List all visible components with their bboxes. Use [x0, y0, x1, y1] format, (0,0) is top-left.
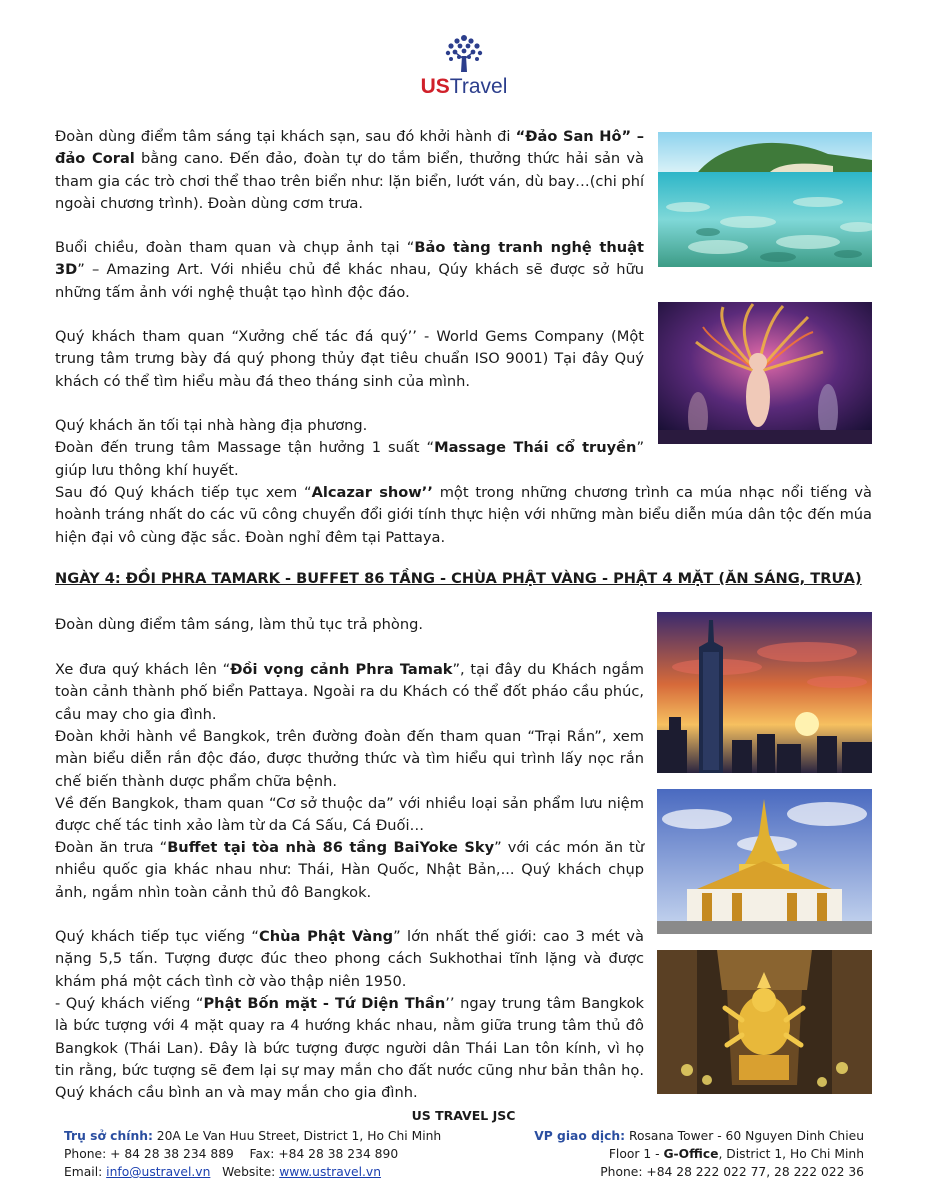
text: ”, tại đây du Khách ngắm toàn cảnh thành phố biển Pattaya. Ngoài ra du Khách có thể đốt pháo cầu phúc, cầu may cho gia đình. [55, 661, 644, 723]
office-address-line [534, 1127, 864, 1145]
paragraph-coral-island [55, 126, 644, 215]
text: Quý khách ăn tối tại nhà hàng địa phương. [55, 417, 368, 434]
bold-text: Bảo tàng tranh nghệ thuật 3D [55, 239, 645, 279]
text: ” lớn nhất thế giới: cao 3 mét và nặng 5,5 tấn. Tượng được đúc theo phong cách Sukhothai tĩnh lặng và được khám phá một cách tình cờ vào thập niên 1950. [55, 928, 644, 990]
paragraph-alcazar [55, 482, 872, 549]
logo-wordmark [414, 76, 514, 98]
bold-text: Buffet tại tòa nhà 86 tầng BaiYoke Sky [167, 839, 495, 856]
text: ” với các món ăn từ nhiều quốc gia khác nhau như: Thái, Hàn Quốc, Nhật Bản,... Quý khách chụp ảnh, ngắm nhìn toàn cảnh thủ đô Bangkok. [55, 839, 644, 901]
bold-text: “Đảo San Hô” – đảo Coral [55, 128, 645, 168]
hq-phone-line: Phone: + 84 28 38 234 889 Fax: +84 28 38 234 890 [64, 1147, 399, 1161]
text: Đoàn khởi hành về Bangkok, trên đường đoàn đến tham quan “Trại Rắn”, xem màn biểu diễn rắn độc đáo, được thưởng thức và tìm hiểu qui trình lấy nọc rắn chế biến thành dược phẩm chữa bệnh. [55, 728, 644, 790]
day4-heading: NGÀY 4: ĐỒI PHRA TAMARK - BUFFET 86 TẦNG - CHÙA PHẬT VÀNG - PHẬT 4 MẶT (ĂN SÁNG, TRƯA) [55, 570, 862, 587]
logo-travel: Travel [449, 75, 508, 98]
coral-island-photo [658, 132, 872, 267]
text: Sau đó Quý khách tiếp tục xem “ [55, 484, 312, 501]
footer-headquarters [64, 1127, 441, 1181]
baiyoke-tower-photo [657, 612, 872, 773]
text: Xe đưa quý khách lên “ [55, 661, 231, 678]
email-link[interactable]: info@ustravel.vn [106, 1165, 211, 1179]
text: Đoàn dùng điểm tâm sáng, làm thủ tục trả phòng. [55, 616, 423, 633]
paragraph-phra-tamak [55, 659, 644, 726]
footer-company-name: US TRAVEL JSC [411, 1108, 516, 1123]
paragraph-gems [55, 326, 644, 393]
text: ” – Amazing Art. Với nhiều chủ đề khác nhau, Qúy khách sẽ được sở hữu những tấm ảnh với nghệ thuật tạo hình độc đáo. [55, 261, 644, 301]
paragraph-3d-museum [55, 237, 644, 304]
us-travel-logo [414, 32, 514, 98]
text: ’’ ngay trung tâm Bangkok là bức tượng với 4 mặt quay ra 4 hướng khác nhau, nằm giữa trung tâm thủ đô Bangkok (Thái Lan). Đây là bức tượng được người dân Thái Lan tôn kính, vì họ tin rằng, bức tượng sẽ đem lại sự may mắn cho đất nước cũng như bản thân họ. Quý khách cầu bình an và may mắn cho gia đình. [55, 995, 644, 1102]
logo-us: US [420, 75, 450, 98]
text: Quý khách tham quan “Xưởng chế tác đá quý’’ - World Gems Company (Một trung tâm trưng bày đá quý phong thủy đạt tiêu chuẩn ISO 9001) Tại đây Quý khách có thể tìm hiểu màu đá theo tháng sinh của mình. [55, 328, 644, 390]
bold-text: G-Office [663, 1147, 719, 1161]
paragraph-baiyoke [55, 837, 644, 904]
text: , District 1, Ho Chi Minh [718, 1147, 864, 1161]
hq-label: Trụ sở chính: [64, 1129, 153, 1143]
bold-text: Chùa Phật Vàng [259, 928, 394, 945]
text: Về đến Bangkok, tham quan “Cơ sở thuộc da” với nhiều loại sản phẩm lưu niệm được chế tác tinh xảo làm từ da Cá Sấu, Cá Đuối… [55, 795, 644, 835]
office-floor-line [534, 1145, 864, 1163]
text: ” giúp lưu thông khí huyết. [55, 439, 644, 479]
golden-buddha-temple-photo [657, 789, 872, 934]
paragraph-golden-buddha [55, 926, 644, 993]
text: Đoàn đến trung tâm Massage tận hưởng 1 suất “ [55, 439, 435, 457]
hq-address-line [64, 1127, 441, 1145]
hq-address: 20A Le Van Huu Street, District 1, Ho Chi Minh [152, 1129, 442, 1143]
text: Đoàn dùng điểm tâm sáng tại khách sạn, sau đó khởi hành đi [55, 128, 516, 145]
paragraph-checkout [55, 614, 644, 636]
email-label: Email: [64, 1165, 107, 1179]
paragraph-snake-farm [55, 726, 644, 793]
office-line1: Rosana Tower - 60 Nguyen Dinh Chieu [625, 1129, 864, 1143]
text: Floor 1 - [608, 1147, 664, 1161]
text: Đoàn ăn trưa “ [55, 839, 168, 856]
paragraph-four-faced-buddha [55, 993, 644, 1104]
bold-text: Phật Bốn mặt - Tứ Diện Thần [203, 995, 446, 1012]
text: một trong những chương trình ca múa nhạc nổi tiếng và hoành tráng nhất do các vũ công chuyển đổi giới tính thực hiện với những màn biểu diễn múa dân tộc đến múa hiện đại vô cùng đặc sắc. Đoàn nghỉ đêm tại Pattaya. [55, 484, 872, 546]
bold-text: Đồi vọng cảnh Phra Tamak [230, 661, 453, 678]
hq-contact-line [64, 1163, 441, 1181]
paragraph-dinner [55, 415, 644, 482]
office-phone-line: Phone: +84 28 222 022 77, 28 222 022 36 [600, 1165, 864, 1179]
four-faced-buddha-photo [657, 950, 872, 1094]
bold-text: Alcazar show’’ [311, 484, 433, 501]
alcazar-show-photo [658, 302, 872, 444]
text: bằng cano. Đến đảo, đoàn tự do tắm biển, thưởng thức hải sản và tham gia các trò chơi thể thao trên biển như: lặn biển, lướt ván, dù bay…(chi phí ngoài chương trình). Đoàn dùng cơm trưa. [55, 150, 644, 212]
text: Quý khách tiếp tục viếng “ [55, 928, 259, 945]
paragraph-leather [55, 793, 644, 838]
tree-icon [442, 32, 486, 76]
bold-text: Massage Thái cổ truyền [434, 439, 637, 457]
office-label: VP giao dịch: [534, 1129, 626, 1143]
footer-office [534, 1127, 864, 1181]
website-link[interactable]: www.ustravel.vn [279, 1165, 382, 1179]
text: - Quý khách viếng “ [55, 995, 204, 1012]
website-label: Website: [210, 1165, 280, 1179]
text: Buổi chiều, đoàn tham quan và chụp ảnh tại “ [55, 239, 415, 256]
